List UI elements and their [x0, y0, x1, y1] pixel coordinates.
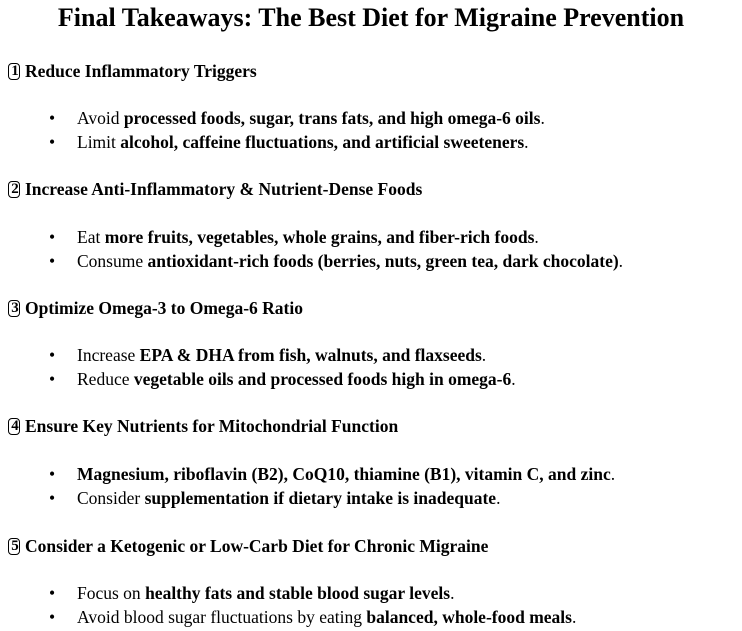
bullet-icon: • — [49, 251, 56, 271]
section-2-heading — [8, 178, 422, 200]
bullet-icon: • — [49, 108, 56, 128]
list-item: • Limit alcohol, caffeine fluctuations, and artificial sweeteners. — [49, 132, 529, 152]
bullet-icon: • — [49, 583, 56, 603]
list-item: • Avoid processed foods, sugar, trans fats, and high omega-6 oils. — [49, 108, 545, 128]
list-item: • Magnesium, riboflavin (B2), CoQ10, thiamine (B1), vitamin C, and zinc. — [49, 464, 616, 484]
page-title: Final Takeaways: The Best Diet for Migraine Prevention — [57, 3, 685, 32]
section-5-heading — [8, 535, 488, 557]
section-1-heading — [8, 60, 257, 82]
number-4-icon: 4 — [8, 418, 20, 435]
list-item: • Consume antioxidant-rich foods (berries, nuts, green tea, dark chocolate). — [49, 251, 624, 271]
list-item: • Consider supplementation if dietary intake is inadequate. — [49, 488, 501, 508]
number-1-icon: 1 — [8, 63, 20, 80]
list-item: • Avoid blood sugar fluctuations by eating balanced, whole-food meals. — [49, 607, 577, 627]
section-heading-text: Optimize Omega-3 to Omega-6 Ratio — [25, 298, 303, 318]
section-3-heading — [8, 297, 303, 319]
list-item: • Reduce vegetable oils and processed foods high in omega-6. — [49, 369, 516, 389]
number-3-icon: 3 — [8, 300, 20, 317]
section-heading-text: Reduce Inflammatory Triggers — [25, 61, 257, 81]
section-heading-text: Ensure Key Nutrients for Mitochondrial Function — [25, 416, 399, 436]
section-heading-text: Increase Anti-Inflammatory & Nutrient-Dense Foods — [25, 179, 423, 199]
number-5-icon: 5 — [8, 538, 20, 555]
bullet-icon: • — [49, 464, 56, 484]
bullet-icon: • — [49, 369, 56, 389]
section-heading-text: Consider a Ketogenic or Low-Carb Diet for Chronic Migraine — [25, 536, 489, 556]
bullet-icon: • — [49, 607, 56, 627]
section-4-heading — [8, 415, 398, 437]
bullet-icon: • — [49, 132, 56, 152]
bullet-icon: • — [49, 488, 56, 508]
list-item: • Increase EPA & DHA from fish, walnuts, and flaxseeds. — [49, 345, 487, 365]
number-2-icon: 2 — [8, 181, 20, 198]
list-item: • Focus on healthy fats and stable blood sugar levels. — [49, 583, 455, 603]
list-item: • Eat more fruits, vegetables, whole grains, and fiber-rich foods. — [49, 227, 539, 247]
bullet-icon: • — [49, 227, 56, 247]
bullet-icon: • — [49, 345, 56, 365]
